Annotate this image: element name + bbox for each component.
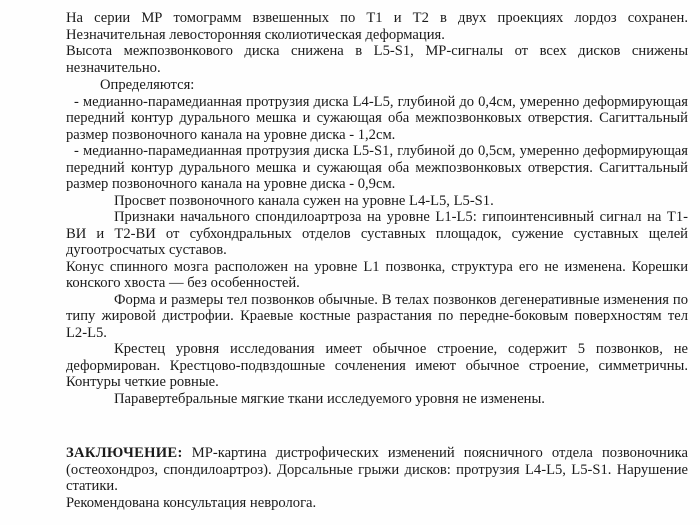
paragraph-determined: Определяются: xyxy=(100,77,195,93)
paragraph-protrusion-l5-s1: - медианно-парамедианная протрузия диска L5-S1, глубиной до 0,5см, умеренно деформирующая передний контур дурального мешка и сужающая оба межпозвонковых отверстия. Сагиттальный размер позвоночного канала на уровне диска - 0,9см. xyxy=(66,143,688,192)
findings-intro xyxy=(66,10,688,76)
paragraph-protrusion-l4-l5: - медианно-парамедианная протрузия диска L4-L5, глубиной до 0,4см, умеренно деформирующая передний контур дурального мешка и сужающая оба межпозвонковых отверстия. Сагиттальный размер позвоночного канала на уровне диска - 1,2см. xyxy=(66,93,688,143)
findings-protrusions xyxy=(66,77,688,407)
paragraph-sacrum: Крестец уровня исследования имеет обычное строение, содержит 5 позвонков, не деформирован. Крестцово-подвздошные сочленения имеют обычное строение, симметричны. Контуры четкие ровные. xyxy=(66,341,688,390)
paragraph-vertebral-bodies: Форма и размеры тел позвонков обычные. В телах позвонков дегенеративные изменения по типу жировой дистрофии. Краевые костные разрастания по передне-боковым поверхностям тел L2-L5. xyxy=(66,291,688,341)
recommendation: Рекомендована консультация невролога. xyxy=(66,494,317,511)
conclusion-paragraph xyxy=(66,445,688,495)
paragraph-spinal-cone: Конус спинного мозга расположен на уровне L1 позвонка, структура его не изменена. Корешки конского хвоста — без особенностей. xyxy=(66,258,688,291)
conclusion-label: ЗАКЛЮЧЕНИЕ: xyxy=(66,445,183,461)
paragraph-canal-narrowing: Просвет позвоночного канала сужен на уровне L4-L5, L5-S1. xyxy=(114,192,494,209)
paragraph-soft-tissues: Паравертебральные мягкие ткани исследуемого уровня не изменены. xyxy=(114,390,545,407)
paragraph-spondyloarthrosis: Признаки начального спондилоартроза на уровне L1-L5: гипоинтенсивный сигнал на Т1-ВИ и Т2-ВИ от субхондральных отделов суставных площадок, сужение суставных щелей дугоотросчатых суставов. xyxy=(66,209,688,258)
paragraph-projections: На серии МР томограмм взвешенных по Т1 и Т2 в двух проекциях лордоз сохранен. Незначительная левосторонняя сколиотическая деформация. xyxy=(66,10,688,43)
conclusion-text: МР-картина дистрофических изменений поясничного отдела позвоночника (остеохондроз, спондилоартроз). Дорсальные грыжи дисков: протрузия L4-L5, L5-S1. Нарушение статики. xyxy=(66,445,688,494)
paragraph-disc-height: Высота межпозвонкового диска снижена в L5-S1, МР-сигналы от всех дисков снижены незначительно. xyxy=(66,43,688,76)
conclusion-block xyxy=(66,445,688,511)
